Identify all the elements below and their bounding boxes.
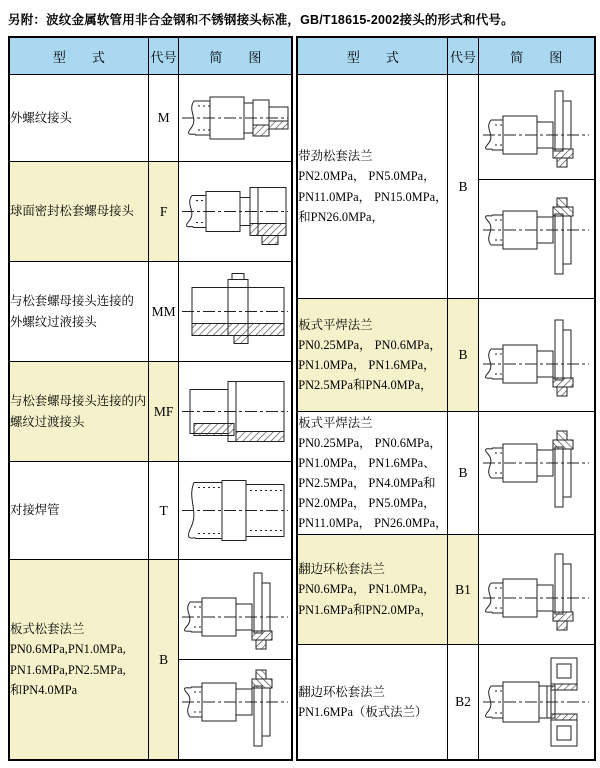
table-row [9,162,292,262]
type-line: PN2.5MPa， PN4.0MPa和 [298,476,436,490]
fitting-code-cell: B [448,75,478,299]
type-line: PN0.25MPa， PN0.6MPa， [298,337,442,352]
fitting-diagram-cell [478,299,595,412]
fitting-code-cell: T [148,462,179,560]
fitting-diagram-cell [478,75,595,299]
table-row [9,462,292,560]
fitting-diagram-cell [478,412,595,535]
fitting-diagram-cell [179,262,292,362]
fitting-diagram-cell [179,162,292,262]
type-line: PN11.0MPa， PN15.0MPa， [298,189,448,204]
type-line: 翻边环松套法兰 [298,684,385,699]
column-header-type: 型 式 [9,37,148,75]
fitting-code-cell: B [148,560,179,761]
column-header-code: 代号 [448,37,478,75]
table-body-left [9,75,292,761]
type-line: PN0.6MPa,PN1.0MPa, [10,642,126,657]
fitting-code-cell: B1 [448,535,478,645]
type-line: 外螺纹过液接头 [10,314,97,329]
type-line: PN0.25MPa， PN0.6MPa， [298,435,442,450]
type-line: 和PN4.0MPa [10,682,78,697]
fitting-type-cell [9,75,148,162]
type-line: PN0.6MPa， PN1.0MPa， [298,582,436,597]
male-thread-fitting-diagram [179,75,291,161]
type-line: 板式松套法兰 [10,622,85,637]
fitting-code-cell: MM [148,262,179,362]
fitting-type-cell [297,299,448,412]
table-row [9,560,292,761]
fitting-type-cell [297,645,448,761]
type-line: 带劲松套法兰 [298,149,373,164]
type-line: PN1.0MPa， PN1.6MPa， [298,358,436,372]
plate-flange-back-diagram [479,412,594,534]
table-row [297,75,595,299]
table-row [297,535,595,645]
type-line: 螺纹过渡接头 [10,414,85,429]
butt-weld-pipe-diagram [179,462,291,559]
plate-flange-back-diagram [179,659,291,759]
male-female-adapter-diagram [179,362,291,461]
fitting-diagram-cell [179,462,292,560]
table-body-right [297,75,595,761]
type-line: 与松套螺母接头连接的 [10,294,134,309]
type-line: PN1.6MPa和PN2.0MPa， [298,602,433,617]
table-row [9,362,292,462]
male-male-adapter-diagram [179,262,291,361]
type-line: PN11.0MPa， PN26.0MPa， [298,516,448,531]
type-line: 和PN26.0MPa， [298,209,384,224]
header-row [9,37,292,75]
type-line: PN2.0MPa， PN5.0MPa， [298,169,436,184]
type-line: 球面密封松套螺母接头 [10,204,134,219]
fitting-type-cell [297,412,448,535]
plate-flange-front-diagram [479,299,594,411]
loose-nut-fitting-diagram [179,162,291,261]
fitting-diagram-cell [478,645,595,761]
fitting-type-cell [9,462,148,560]
fitting-type-cell [297,535,448,645]
fitting-diagram-cell [179,560,292,761]
type-line: PN1.6MPa,PN2.5MPa, [10,662,126,677]
type-line: 外螺纹接头 [10,110,72,125]
fitting-code-cell: B [448,412,478,535]
plate-flange-front-diagram [479,75,594,179]
type-line: 翻边环松套法兰 [298,562,385,577]
fitting-code-cell: M [148,75,179,162]
column-header-code: 代号 [148,37,179,75]
type-line: PN1.6MPa（板式法兰） [298,705,428,719]
fitting-type-cell [9,560,148,761]
fitting-type-cell [9,162,148,262]
type-line: 板式平焊法兰 [298,415,373,430]
table-row [297,645,595,761]
type-line: PN2.5MPa和PN4.0MPa， [298,378,433,393]
plate-flange-front-diagram [479,535,594,644]
fitting-code-cell: F [148,162,179,262]
fitting-type-cell [9,262,148,362]
fittings-table-left [8,36,293,761]
fitting-diagram-cell [179,362,292,462]
type-line: 对接焊管 [10,503,60,518]
type-line: PN1.0MPa， PN1.6MPa、 [298,455,436,470]
table-row [9,75,292,162]
header-row [297,37,595,75]
fittings-table-right [296,36,596,761]
table-row [9,262,292,362]
fitting-diagram-cell [478,535,595,645]
table-row [297,412,595,535]
type-line: 与松套螺母接头连接的内 [10,394,147,409]
column-header-diagram: 简 图 [179,37,292,75]
fitting-code-cell: B2 [448,645,478,761]
fitting-code-cell: MF [148,362,179,462]
fitting-type-cell [297,75,448,299]
type-line: PN2.0MPa， PN5.0MPa， [298,496,436,511]
table-row [297,299,595,412]
fitting-type-cell [9,362,148,462]
type-line: 板式平焊法兰 [298,317,373,332]
intro-text: 另附：波纹金属软管用非合金钢和不锈钢接头标准，GB/T18615-2002接头的形式和代号。 [8,13,514,27]
column-header-diagram: 简 图 [478,37,595,75]
fitting-diagram-cell [179,75,292,162]
standards-tables [8,36,596,761]
lap-joint-flange-diagram [479,645,594,759]
column-header-type: 型 式 [297,37,448,75]
plate-flange-front-diagram [179,560,291,659]
plate-flange-back-diagram [479,179,594,298]
fitting-code-cell: B [448,299,478,412]
